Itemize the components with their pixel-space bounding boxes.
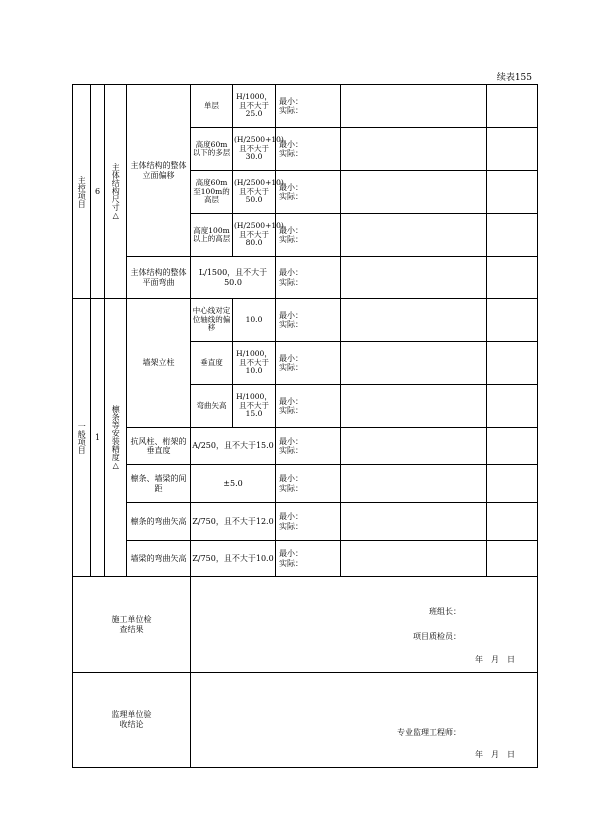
measured-text: 最小： 实际： xyxy=(279,436,303,455)
supervision-label-text: 监理单位验收结论 xyxy=(111,710,152,729)
blank-cell xyxy=(341,503,487,541)
blank-cell xyxy=(341,128,487,171)
measured-text: 最小： 实际： xyxy=(279,396,303,415)
inspection-table xyxy=(72,84,538,768)
measured-text: 最小： 实际： xyxy=(279,225,303,244)
blank-cell xyxy=(487,257,538,299)
supervision-date: 年 月 日 xyxy=(475,750,515,759)
measured-cell xyxy=(276,503,341,541)
blank-cell xyxy=(341,85,487,128)
blank-cell xyxy=(341,257,487,299)
measured-text: 最小： 实际： xyxy=(279,182,303,201)
supervision-engineer-label: 专业监理工程师： xyxy=(397,728,461,737)
measured-cell xyxy=(276,541,341,577)
measured-text: 最小： 实际： xyxy=(279,96,303,115)
team-leader-label: 班组长： xyxy=(429,607,461,616)
blank-cell xyxy=(487,85,538,128)
row-name: 中心线对定位轴线的偏移 xyxy=(191,299,233,342)
measured-cell xyxy=(276,128,341,171)
row-name: 檩条、墙梁的间距 xyxy=(127,465,191,503)
row-name: 抗风柱、桁架的垂直度 xyxy=(127,428,191,465)
construction-label xyxy=(73,577,191,673)
tolerance: (H/2500+10)，且不大于30.0 xyxy=(233,128,276,171)
measured-cell xyxy=(276,342,341,385)
category-general: 一般项目 xyxy=(73,299,91,577)
blank-cell xyxy=(487,385,538,428)
supervision-label xyxy=(73,673,191,768)
blank-cell xyxy=(487,503,538,541)
blank-cell xyxy=(487,465,538,503)
number-main: 6 xyxy=(91,85,105,299)
blank-cell xyxy=(341,342,487,385)
row-name: 弯曲矢高 xyxy=(191,385,233,428)
quality-inspector-label: 项目质检员： xyxy=(413,632,461,641)
measured-cell xyxy=(276,428,341,465)
supervision-result-cell xyxy=(191,673,538,768)
blank-cell xyxy=(487,171,538,214)
blank-cell xyxy=(341,171,487,214)
construction-result-cell xyxy=(191,577,538,673)
tolerance: 10.0 xyxy=(233,299,276,342)
tolerance: L/1500，且不大于50.0 xyxy=(191,257,276,299)
measured-text: 最小： 实际： xyxy=(279,474,303,493)
blank-cell xyxy=(487,428,538,465)
tolerance: Z/750，且不大于12.0 xyxy=(191,503,276,541)
blank-cell xyxy=(487,128,538,171)
construction-date: 年 月 日 xyxy=(475,655,515,664)
tolerance: H/1000，且不大于25.0 xyxy=(233,85,276,128)
measured-cell xyxy=(276,257,341,299)
measured-text: 最小： 实际： xyxy=(279,310,303,329)
item-general: 檩条等安装精度△ xyxy=(105,299,127,577)
number-general: 1 xyxy=(91,299,105,577)
row-name: 檩条的弯曲矢高 xyxy=(127,503,191,541)
measured-cell xyxy=(276,214,341,257)
blank-cell xyxy=(341,214,487,257)
measured-cell xyxy=(276,385,341,428)
sub-item-wall-column: 墙架立柱 xyxy=(127,299,191,428)
measured-text: 最小： 实际： xyxy=(279,353,303,372)
continuation-label: 续表155 xyxy=(496,73,532,83)
measured-cell xyxy=(276,465,341,503)
blank-cell xyxy=(341,541,487,577)
measured-cell xyxy=(276,85,341,128)
measured-text: 最小： 实际： xyxy=(279,549,303,568)
blank-cell xyxy=(341,465,487,503)
tolerance: A/250，且不大于15.0 xyxy=(191,428,276,465)
blank-cell xyxy=(487,342,538,385)
row-name: 高度100m以上的高层 xyxy=(191,214,233,257)
tolerance: H/1000，且不大于15.0 xyxy=(233,385,276,428)
blank-cell xyxy=(341,299,487,342)
sub-item-facade-offset: 主体结构的整体立面偏移 xyxy=(127,85,191,257)
measured-cell xyxy=(276,299,341,342)
blank-cell xyxy=(487,541,538,577)
category-main: 主控项目 xyxy=(73,85,91,299)
blank-cell xyxy=(341,385,487,428)
measured-text: 最小： 实际： xyxy=(279,268,303,287)
blank-cell xyxy=(487,299,538,342)
blank-cell xyxy=(487,214,538,257)
row-name: 高度60m以下的多层 xyxy=(191,128,233,171)
tolerance: Z/750，且不大于10.0 xyxy=(191,541,276,577)
sub-item-plane-bending: 主体结构的整体平面弯曲 xyxy=(127,257,191,299)
measured-cell xyxy=(276,171,341,214)
row-name: 单层 xyxy=(191,85,233,128)
measured-text: 最小： 实际： xyxy=(279,139,303,158)
row-name: 垂直度 xyxy=(191,342,233,385)
item-main: 主体结构尺寸△ xyxy=(105,85,127,299)
row-name: 高度60m至100m的高层 xyxy=(191,171,233,214)
tolerance: (H/2500+10)，且不大于80.0 xyxy=(233,214,276,257)
tolerance: H/1000，且不大于10.0 xyxy=(233,342,276,385)
blank-cell xyxy=(341,428,487,465)
row-name: 墙梁的弯曲矢高 xyxy=(127,541,191,577)
measured-text: 最小： 实际： xyxy=(279,512,303,531)
construction-label-text: 施工单位检查结果 xyxy=(111,614,152,634)
tolerance: ±5.0 xyxy=(191,465,276,503)
tolerance: (H/2500+10)，且不大于50.0 xyxy=(233,171,276,214)
